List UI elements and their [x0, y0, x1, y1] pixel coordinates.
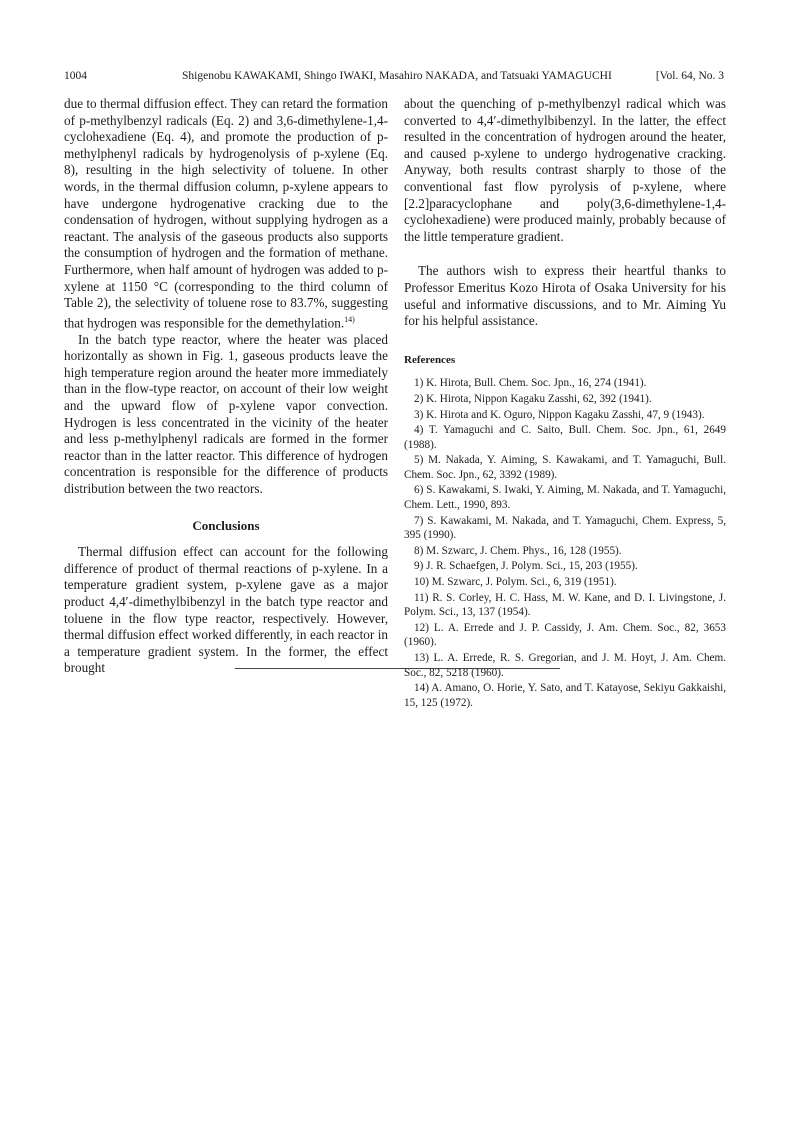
reference-item: 10) M. Szwarc, J. Polym. Sci., 6, 319 (1951).	[414, 576, 617, 589]
acknowledgment-paragraph: The authors wish to express their heartful thanks to Professor Emeritus Kozo Hirota of Osaka University for his useful and informative discussions, and to Mr. Aiming Yu for his helpful assistance.	[404, 263, 726, 329]
reference-item: 6) S. Kawakami, S. Iwaki, Y. Aiming, M. Nakada, and T. Yamaguchi, Chem. Lett., 1990, 893.	[404, 484, 726, 512]
end-rule	[235, 668, 560, 669]
reference-item: 9) J. R. Schaefgen, J. Polym. Sci., 15, 203 (1955).	[414, 560, 638, 573]
reference-item: 3) K. Hirota and K. Oguro, Nippon Kagaku Zasshi, 47, 9 (1943).	[414, 408, 705, 421]
references-title: References	[404, 353, 456, 366]
reference-item: 7) S. Kawakami, M. Nakada, and T. Yamaguchi, Chem. Express, 5, 395 (1990).	[404, 514, 726, 542]
left-column	[64, 96, 388, 677]
page-number: 1004	[64, 70, 87, 82]
reference-item: 14) A. Amano, O. Horie, Y. Sato, and T. Katayose, Sekiyu Gakkaishi, 15, 125 (1972).	[404, 682, 726, 709]
reference-item: 2) K. Hirota, Nippon Kagaku Zasshi, 62, 392 (1941).	[414, 392, 652, 405]
running-header-authors: Shigenobu KAWAKAMI, Shingo IWAKI, Masahiro NAKADA, and Tatsuaki YAMAGUCHI	[182, 70, 612, 82]
conclusions-paragraph: Thermal diffusion effect can account for the following difference of product of thermal reactions of p-xylene. In a temperature gradient system, p-xylene gave as a major product 4,4′-dimethylbibenzyl in the batch type reactor and toluene in the flow type reactor, respectively. However, thermal diffusion effect worked differently, in each reactor in a temperature gradient system. In the former, the effect brought	[64, 544, 388, 676]
reference-list	[404, 376, 726, 710]
volume-issue: [Vol. 64, No. 3	[655, 70, 724, 82]
reference-item: 13) L. A. Errede, R. S. Gregorian, and J. M. Hoyt, J. Am. Chem. Soc., 82, 5218 (1960).	[404, 652, 726, 679]
body-paragraph: In the batch type reactor, where the heater was placed horizontally as shown in Fig. 1, gaseous products leave the high temperature region around the heater more immediately than in the flow-type reactor, on account of their low weight and the upward flow of p-xylene vapor convection. Hydrogen is less concentrated in the vicinity of the heater and less p-methylphenyl radicals are formed in the former reactor than in the latter reactor. This difference of hydrogen concentration is responsible for the difference of products distribution between the two reactors.	[64, 331, 388, 497]
citation-superscript: 14)	[344, 314, 355, 324]
reference-item: 4) T. Yamaguchi and C. Saito, Bull. Chem. Soc. Jpn., 61, 2649 (1988).	[404, 424, 726, 451]
body-paragraph: about the quenching of p-methylbenzyl radical which was converted to 4,4′-dimethylbibenzyl. In the latter, the effect resulted in the concentration of hydrogen around the heater, and caused p-xylene to undergo hydrogenative cracking. Anyway, both results contrast sharply to those of the conventional fast flow pyrolysis of p-xylene, where [2.2]paracyclophane and poly(3,6-dimethylene-1,4-cyclohexadiene) were produced mainly, probably because of the little temperature gradient.	[404, 96, 726, 244]
reference-item: 5) M. Nakada, Y. Aiming, S. Kawakami, and T. Yamaguchi, Bull. Chem. Soc. Jpn., 62, 3392 (1989).	[404, 454, 726, 481]
right-column	[404, 96, 726, 711]
reference-item: 12) L. A. Errede and J. P. Cassidy, J. Am. Chem. Soc., 82, 3653 (1960).	[404, 621, 726, 649]
reference-item: 11) R. S. Corley, H. C. Hass, M. W. Kane, and D. I. Livingstone, J. Polym. Sci., 13, 137 (1954).	[404, 591, 726, 619]
reference-item: 1) K. Hirota, Bull. Chem. Soc. Jpn., 16, 274 (1941).	[414, 377, 647, 390]
section-title-conclusions: Conclusions	[192, 517, 260, 533]
running-header	[64, 70, 724, 88]
body-paragraph	[64, 96, 388, 332]
paragraph-text: due to thermal diffusion effect. They can retard the formation of p-methylbenzyl radicals (Eq. 2) and 3,6-dimethylene-1,4-cyclohexadiene (Eq. 4), and promote the production of p-methylphenyl radicals by hydrogenolysis of p-xylene (Eq. 8), resulting in the high selectivity of toluene. In other words, in the thermal diffusion column, p-xylene appears to have undergone hydrogenative cracking due to the condensation of hydrogen, without supplying hydrogen as a reactant. The analysis of the gaseous products also supports the consumption of hydrogen and the formation of methane. Furthermore, when half amount of hydrogen was added to p-xylene at 1150 °C (corresponding to the third column of Table 2), the selectivity of toluene rose to 83.7%, suggesting that hydrogen was responsible for the demethylation.	[64, 96, 388, 331]
reference-item: 8) M. Szwarc, J. Chem. Phys., 16, 128 (1955).	[414, 544, 622, 557]
